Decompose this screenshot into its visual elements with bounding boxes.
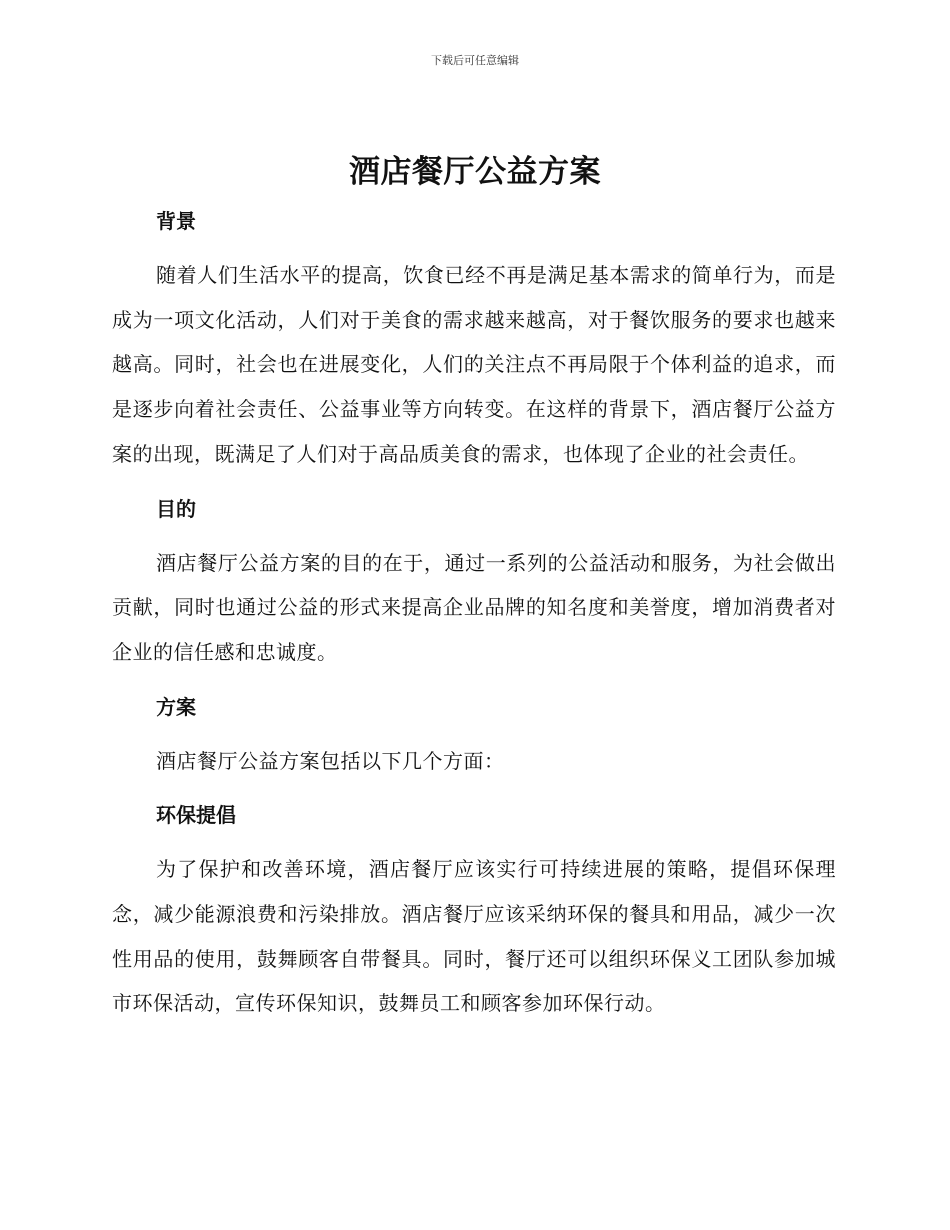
- section-plan: [112, 685, 836, 784]
- document-title: 酒店餐厅公益方案: [349, 154, 601, 190]
- spacer: [112, 477, 836, 487]
- spacer: [112, 729, 836, 739]
- page-header: 下载后可任意编辑: [431, 54, 519, 67]
- section-paragraph: 随着人们生活水平的提高，饮食已经不再是满足基本需求的简单行为，而是成为一项文化活动，人们对于美食的需求越来越高，对于餐饮服务的要求也越来越高。同时，社会也在进展变化，人们的关注点不再局限于个体利益的追求，而是逐步向着社会责任、公益事业等方向转变。在这样的背景下，酒店餐厅公益方案的出现，既满足了人们对于高品质美食的需求，也体现了企业的社会责任。: [112, 263, 836, 466]
- spacer: [112, 675, 836, 685]
- section-heading: 方案: [156, 694, 196, 719]
- document-body: [112, 199, 836, 1026]
- spacer: [112, 531, 836, 541]
- section-heading: 背景: [156, 209, 196, 233]
- spacer: [112, 243, 836, 253]
- section-purpose: [112, 487, 836, 675]
- section-paragraph: 为了保护和改善环境，酒店餐厅应该实行可持续进展的策略，提倡环保理念，减少能源浪费和污染排放。酒店餐厅应该采纳环保的餐具和用品，减少一次性用品的使用，鼓舞顾客自带餐具。同时，餐厅还可以组织环保义工团队参加城市环保活动，宣传环保知识，鼓舞员工和顾客参加环保行动。: [112, 857, 836, 1016]
- spacer: [112, 837, 836, 847]
- section-background: [112, 199, 836, 477]
- section-paragraph: 酒店餐厅公益方案包括以下几个方面：: [156, 748, 505, 773]
- section-heading: 环保提倡: [156, 803, 236, 828]
- spacer: [112, 783, 836, 793]
- section-heading: 目的: [156, 496, 196, 521]
- section-paragraph: 酒店餐厅公益方案的目的在于，通过一系列的公益活动和服务，为社会做出贡献，同时也通过公益的形式来提高企业品牌的知名度和美誉度，增加消费者对企业的信任感和忠诚度。: [112, 550, 836, 664]
- section-environmental: [112, 793, 836, 1026]
